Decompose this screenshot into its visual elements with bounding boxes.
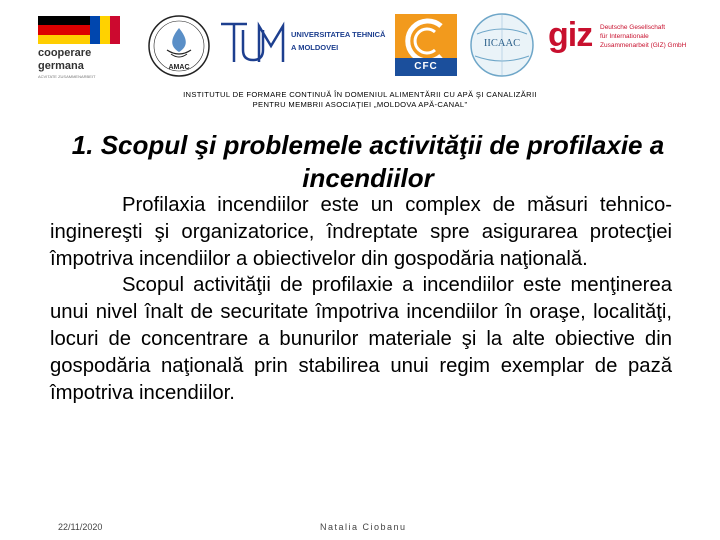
footer-author: Natalia Ciobanu [320,522,407,532]
page-title: 1. Scopul şi problemele activităţii de profilaxie a incendiilor [71,130,665,193]
cooperare-subtext: ACVITATE ZUSAMMENARBEIT [38,74,96,79]
amac-text: AMAC [168,64,190,71]
iicaac-logo [469,12,535,78]
body-text [50,192,672,406]
institute-line1: INSTITUTUL DE FORMARE CONTINUĂ ÎN DOMENIUL ALIMENTĂRII CU APĂ ŞI CANALIZĂRII [183,90,537,99]
paragraph-purpose: Scopul activităţii de profilaxie a incendiilor este menţinerea unui nivel înalt de securitate împotriva incendiilor în oraşe, localităţi, locuri de concentrare a bunurilor materiale şi la alte obiective din gospodăria naţională prin stabilirea unui regim exemplar de pază împotriva incendiilor. [50,274,672,404]
germany-flag-icon [38,16,90,44]
giz-name-line1: Deutsche Gesellschaft [600,24,666,31]
cooperare-text: cooperare [38,47,92,59]
footer-date: 22/11/2020 [58,522,103,532]
cfc-text: CFC [414,61,438,72]
utm-monogram-icon [217,16,289,68]
giz-wordmark: giz [548,16,593,54]
giz-name-line2: für Internationale [600,33,649,40]
utm-name-line1: UNIVERSITATEA TEHNICĂ [291,30,386,39]
paragraph-definition: Profilaxia incendiilor este un complex de măsuri tehnico-inginereşti şi organizatorice, îndreptate spre asigurarea protecţiei împotriva incendiilor a obiectivelor din gospodăria naţională. [50,194,672,270]
iicaac-text: IICAAC [483,38,521,49]
institute-line2: PENTRU MEMBRII ASOCIAŢIEI „MOLDOVA APĂ-CANAL” [252,100,468,109]
giz-name-line3: Zusammenarbeit (GIZ) GmbH [600,42,687,49]
amac-logo [147,14,211,78]
cfc-logo [395,14,457,76]
giz-logo [548,16,718,70]
institute-heading [0,90,720,110]
germana-text: germana [38,60,84,72]
header-logos [0,0,720,90]
moldova-flag-icon [90,16,120,44]
utm-name-line2: A MOLDOVEI [291,43,339,52]
cooperare-germana-logo [38,16,128,80]
utm-logo [217,16,386,72]
